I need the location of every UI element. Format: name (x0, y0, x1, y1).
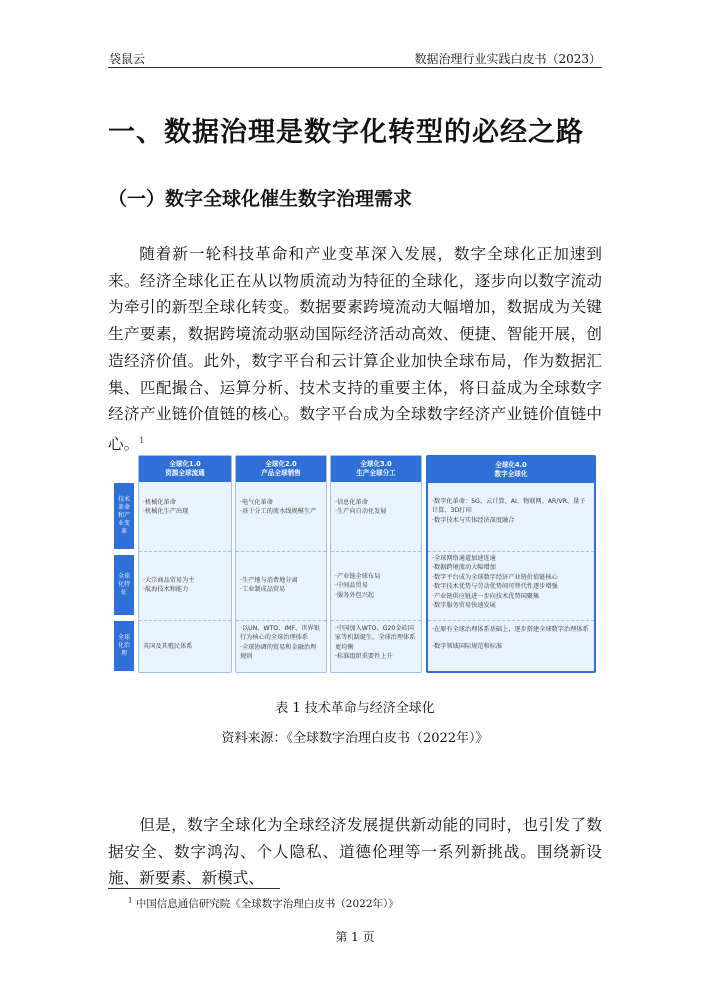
cell-item: ·数字领域国际规范和标准 (432, 643, 503, 651)
column-4-subtitle: 数字全球化 (494, 470, 528, 478)
column-1-title: 全球化1.0 (169, 460, 201, 468)
header-rule (108, 67, 602, 68)
column-4 (426, 455, 596, 673)
cell-item: ·航海技术和能力 (143, 586, 189, 594)
column-1-row-2 (143, 576, 227, 595)
row-divider (428, 551, 594, 552)
cell-item: ·数字化革命：5G、云计算、AI、物联网、AR/VR、量子计算、3D打印 (432, 498, 586, 515)
footnote-text: 中国信息通信研究院《全球数字治理白皮书（2022年）》 (135, 898, 399, 910)
column-2-row-1 (240, 498, 322, 517)
column-2-row-2 (240, 576, 322, 595)
page-number: 第 1 页 (335, 930, 375, 944)
cell-item: ·数字技术优势与劳动优势间可替代性逐步增强 (432, 583, 558, 591)
cell-item: ·以UN、WTO、IMF、世界银行为核心的全球治理体系 (240, 625, 320, 642)
column-3-row-3 (335, 624, 417, 662)
column-3-header (331, 456, 421, 482)
cell-item: ·数字平台成为全球数字经济产业链价值链核心 (432, 573, 558, 581)
cell-item: ·信息化革命 (335, 499, 368, 506)
column-4-row-3 (432, 625, 590, 652)
heading-1: 一、数据治理是数字化转型的必经之路 (108, 117, 584, 148)
cell-item: ·中国加入WTO、G20金砖国家等机制诞生，全球治理体系更均衡 (335, 625, 416, 651)
paragraph-1 (108, 241, 602, 458)
cell-item: ·生产向自动化发展 (335, 508, 387, 516)
column-1-header (139, 456, 231, 482)
column-2-title: 全球化2.0 (265, 460, 297, 468)
footnote (128, 896, 399, 911)
cell-item: ·标准组织重要性上升 (335, 653, 393, 661)
footnote-mark: 1 (128, 896, 133, 905)
cell-item: ·电气化革命 (240, 499, 273, 506)
header-left: 袋鼠云 (109, 52, 146, 66)
column-1-row-3 (143, 642, 227, 651)
cell-item: ·全球协调的贸易和金融治理规则 (240, 643, 317, 661)
column-1-subtitle: 资源全球流通 (165, 469, 205, 477)
cell-item: ·服务外包兴起 (335, 591, 375, 599)
cell-item: ·在原有全球治理体系基础上，逐步搭建全球数字治理体系 (432, 626, 589, 633)
figure-globalization-table (114, 455, 596, 673)
column-4-row-1 (432, 497, 590, 525)
cell-item: ·数据跨境流动大幅增加 (432, 564, 496, 572)
column-3-row-2 (335, 572, 417, 600)
row-label-1: 技术革命和产业变革 (114, 483, 134, 549)
column-2-header (236, 456, 326, 482)
footnote-rule (108, 888, 280, 889)
footnote-reference: 1 (139, 435, 145, 445)
row-divider (331, 620, 421, 621)
column-4-row-2 (432, 554, 590, 610)
cell-item: ·生产地与消费地分离 (240, 577, 298, 584)
column-1-row-1 (143, 498, 227, 517)
cell-item: ·全球网络通道加速连通 (432, 555, 496, 562)
column-4-title: 全球化4.0 (495, 461, 527, 469)
column-2-row-3 (240, 624, 322, 662)
cell-item: ·工业制成品贸易 (240, 586, 286, 594)
heading-2: （一）数字全球化催生数字治理需求 (108, 188, 413, 210)
row-label-3: 全球化治理 (114, 621, 134, 671)
column-4-header (428, 457, 594, 483)
column-3 (330, 455, 422, 673)
cell-item: 英国及其殖民体系 (143, 643, 193, 650)
row-divider (428, 620, 594, 621)
paragraph-1-text: 随着新一轮科技革命和产业变革深入发展，数字全球化正加速到来。经济全球化正在从以物质流动为特征的全球化，逐步向以数字流动为牵引的新型全球化转变。数据要素跨境流动大幅增加，数据成为关键生产要素，数据跨境流动驱动国际经济活动高效、便捷、智能开展，创造经济价值。此外，数字平台和云计算企业加快全球布局，作为数据汇集、匹配撮合、运算分析、技术支持的重要主体，将日益成为全球数字经济产业链价值链的核心。数字平台成为全球数字经济产业链价值链中心。 (108, 245, 602, 454)
column-2 (235, 455, 327, 673)
header-right: 数据治理行业实践白皮书（2023） (414, 52, 601, 66)
row-divider (236, 620, 326, 621)
row-divider (139, 551, 231, 552)
paragraph-2: 但是，数字全球化为全球经济发展提供新动能的同时，也引发了数据安全、数字鸿沟、个人隐私、道德伦理等一系列新挑战。围绕新设施、新要素、新模式、 (108, 816, 602, 888)
row-divider (139, 620, 231, 621)
cell-item: ·产业链全球布局 (335, 573, 381, 580)
cell-item: ·数字服务贸易快速发展 (432, 602, 496, 610)
cell-item: ·机械化革命 (143, 499, 176, 506)
column-2-subtitle: 产品全球销售 (261, 469, 301, 477)
cell-item: ·大宗商品贸易为主 (143, 577, 195, 584)
row-label-2: 全球化特征 (114, 555, 134, 615)
source-caption: 资料来源：《全球数字治理白皮书（2022年）》 (221, 731, 489, 746)
cell-item: ·基于分工的流水线规模生产 (240, 508, 317, 516)
cell-item: ·机械化生产出现 (143, 508, 189, 516)
cell-item: ·中间品贸易 (335, 582, 368, 590)
cell-item: ·产业链供应链进一步向技术优势国聚集 (432, 592, 540, 600)
column-3-title: 全球化3.0 (360, 460, 392, 468)
column-3-subtitle: 生产全球分工 (356, 469, 396, 477)
row-divider (236, 551, 326, 552)
row-divider (331, 551, 421, 552)
column-3-row-1 (335, 498, 417, 517)
column-1 (138, 455, 232, 673)
cell-item: ·数字技术与实体经济深度融合 (432, 516, 515, 524)
table-caption: 表 1 技术革命与经济全球化 (275, 701, 435, 716)
